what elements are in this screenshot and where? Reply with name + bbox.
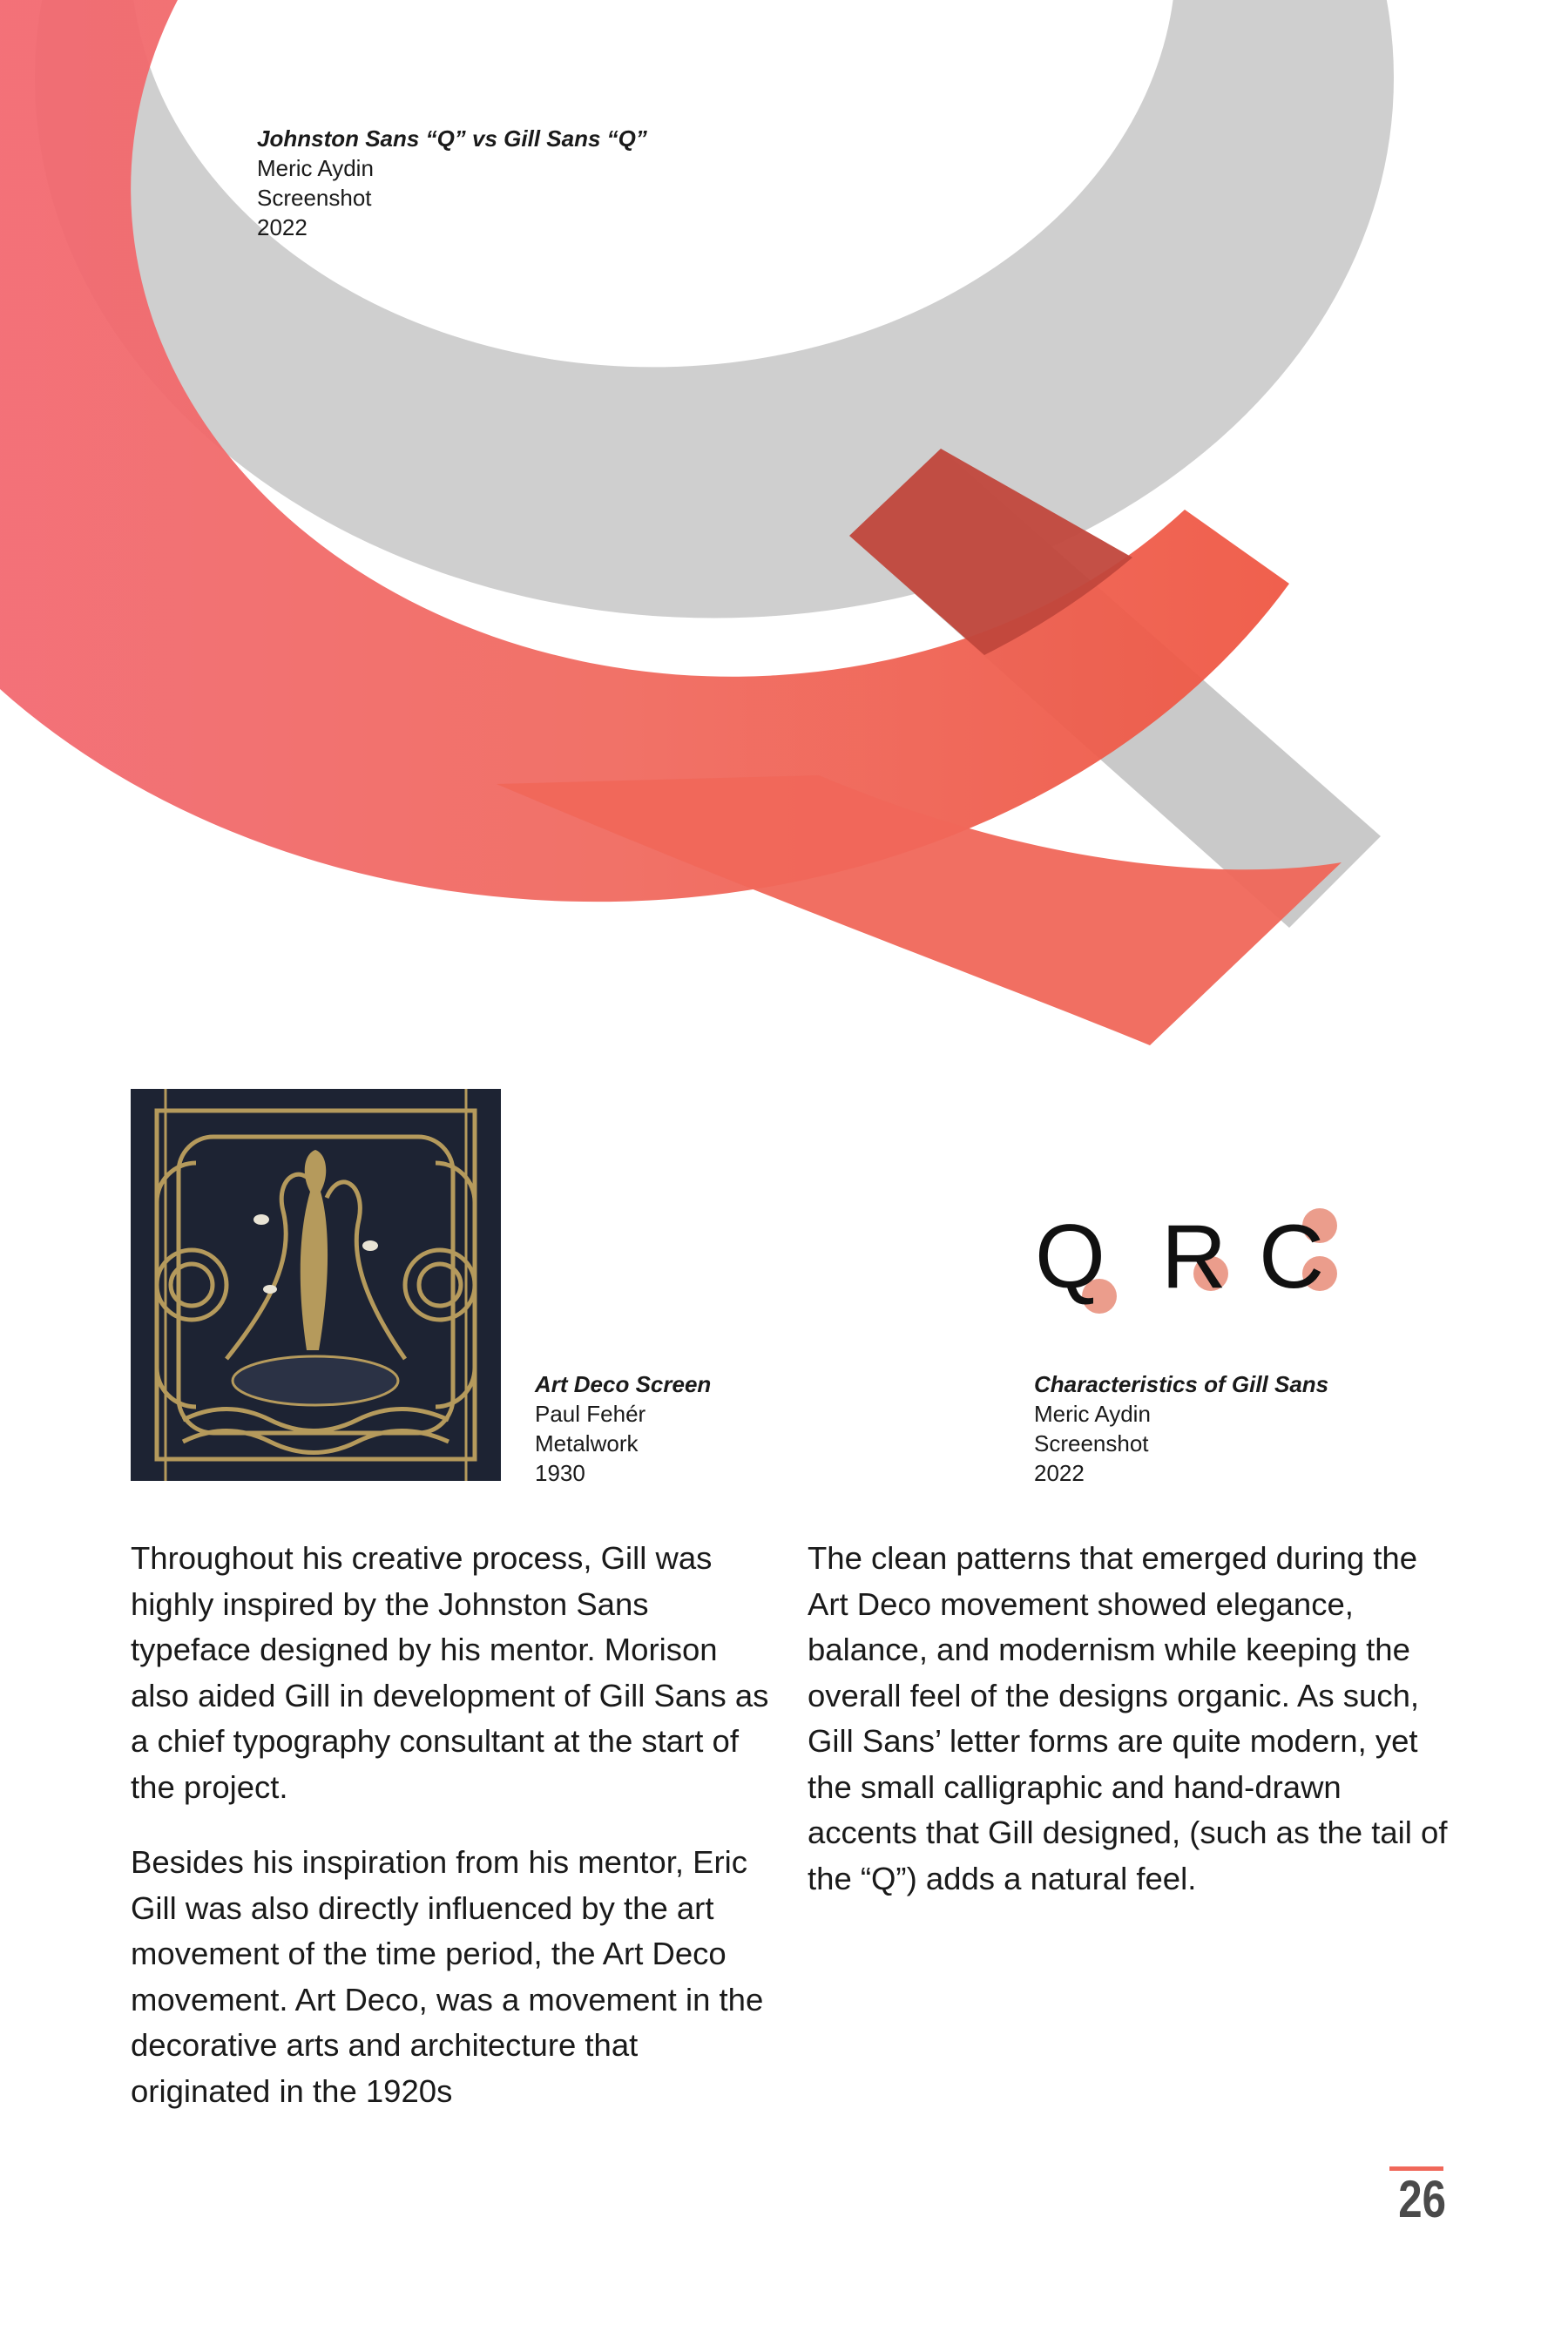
artdeco-caption [535, 1369, 711, 1488]
letter-q: Q [1035, 1206, 1105, 1308]
caption-author: Meric Aydin [1034, 1401, 1151, 1427]
body-paragraph: Throughout his creative process, Gill was highly inspired by the Johnston Sans typeface designed by his mentor. Morison also aided Gill in development of Gill Sans as a chief typography consultant at the start of the project. [131, 1540, 769, 1805]
caption-title: Characteristics of Gill Sans [1034, 1371, 1329, 1397]
caption-medium: Screenshot [1034, 1430, 1149, 1456]
caption-year: 2022 [257, 214, 308, 240]
caption-author: Paul Fehér [535, 1401, 646, 1427]
qrc-letters-figure [1028, 1185, 1394, 1324]
hero-caption [257, 124, 647, 242]
caption-year: 1930 [535, 1460, 585, 1486]
art-deco-screen-image [131, 1089, 501, 1481]
caption-title: Art Deco Screen [535, 1371, 712, 1397]
body-column-right [808, 1536, 1452, 1931]
caption-year: 2022 [1034, 1460, 1085, 1486]
body-paragraph: Besides his inspiration from his mentor, Eric Gill was also directly influenced by the art movement of the time period, the Art Deco movement. Art Deco, was a movement in the decorative arts and architecture that originated in the 1920s [131, 1844, 764, 2109]
letter-c: C [1259, 1206, 1325, 1308]
body-column-left [131, 1536, 775, 2144]
letter-r: R [1161, 1206, 1227, 1308]
caption-author: Meric Aydin [257, 155, 374, 181]
gill-caption [1034, 1369, 1328, 1488]
page-number: 26 [1398, 2170, 1446, 2228]
caption-title: Johnston Sans “Q” vs Gill Sans “Q” [257, 125, 647, 152]
body-paragraph: The clean patterns that emerged during the Art Deco movement showed elegance, balance, and modernism while keeping the overall feel of the designs organic. As such, Gill Sans’ letter forms are quite modern, yet the small calligraphic and hand-drawn accents that Gill designed, (such as the tail of the “Q”) adds a natural feel. [808, 1540, 1448, 1896]
letter-q-illustration [0, 0, 1568, 1071]
caption-medium: Screenshot [257, 185, 372, 211]
caption-medium: Metalwork [535, 1430, 639, 1456]
